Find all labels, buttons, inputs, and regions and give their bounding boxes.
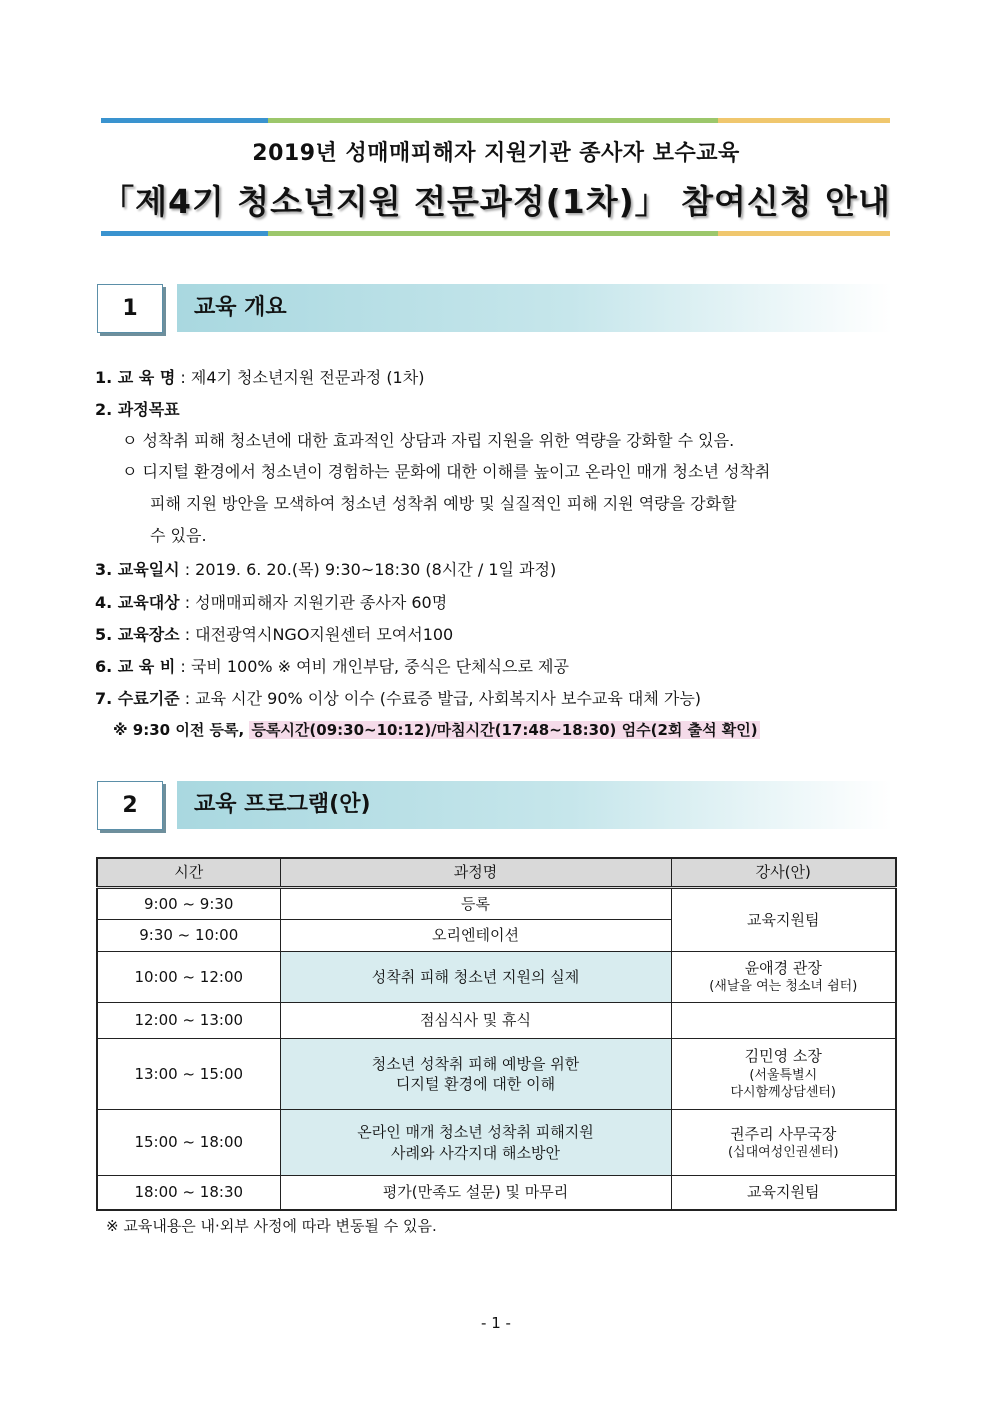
column-header: 시간 xyxy=(97,858,280,888)
column-header: 강사(안) xyxy=(671,858,896,888)
section-2-header xyxy=(97,781,892,829)
table-header-row xyxy=(97,858,896,888)
time-cell: 18:00 ~ 18:30 xyxy=(97,1176,280,1210)
course-cell: 청소년 성착취 피해 예방을 위한 디지털 환경에 대한 이해 xyxy=(280,1039,671,1110)
instructor-cell: 윤애경 관장 (새날을 여는 청소녀 쉼터) xyxy=(671,952,896,1003)
program-footnote: ※ 교육내용은 내·외부 사정에 따라 변동될 수 있음. xyxy=(106,1217,437,1235)
section-1-header xyxy=(97,284,892,332)
section-title: 교육 프로그램(안) xyxy=(177,781,892,829)
top-color-bar xyxy=(101,118,890,123)
table-row xyxy=(97,1176,896,1210)
instructor-cell: 교육지원팀 xyxy=(671,1176,896,1210)
instructor-cell: 권주리 사무국장 (십대여성인권센터) xyxy=(671,1110,896,1176)
course-cell: 평가(만족도 설문) 및 마무리 xyxy=(280,1176,671,1210)
bottom-color-bar xyxy=(101,231,890,236)
table-row xyxy=(97,1039,896,1110)
time-cell: 12:00 ~ 13:00 xyxy=(97,1003,280,1039)
page-number: - 1 - xyxy=(481,1314,511,1332)
course-cell: 점심식사 및 휴식 xyxy=(280,1003,671,1039)
overview-item-place: 5. 교육장소 : 대전광역시NGO지원센터 모여서100 xyxy=(95,625,454,644)
attendance-note: ※ 9:30 이전 등록, 등록시간(09:30~10:12)/마침시간(17:48~18:30) 엄수(2회 출석 확인) xyxy=(113,721,758,739)
attendance-highlight: 등록시간(09:30~10:12)/마침시간(17:48~18:30) 엄수(2회 출석 확인) xyxy=(251,721,758,739)
course-cell: 오리엔테이션 xyxy=(280,920,671,952)
instructor-cell: 김민영 소장 (서울특별시 다시함께상담센터) xyxy=(671,1039,896,1110)
time-cell: 10:00 ~ 12:00 xyxy=(97,952,280,1003)
time-cell: 13:00 ~ 15:00 xyxy=(97,1039,280,1110)
table-row xyxy=(97,1003,896,1039)
table-row xyxy=(97,1110,896,1176)
time-cell: 9:00 ~ 9:30 xyxy=(97,888,280,920)
goal-2-line3: 수 있음. xyxy=(150,526,207,545)
overview-item-date: 3. 교육일시 : 2019. 6. 20.(목) 9:30~18:30 (8시간 / 1일 과정) xyxy=(95,560,557,579)
overview-item-name: 1. 교 육 명 : 제4기 청소년지원 전문과정 (1차) xyxy=(95,368,425,387)
time-cell: 9:30 ~ 10:00 xyxy=(97,920,280,952)
overview-item-goals: 2. 과정목표 xyxy=(95,400,180,419)
course-cell: 온라인 매개 청소년 성착취 피해지원 사례와 사각지대 해소방안 xyxy=(280,1110,671,1176)
table-row xyxy=(97,888,896,920)
course-cell: 등록 xyxy=(280,888,671,920)
course-cell: 성착취 피해 청소년 지원의 실제 xyxy=(280,952,671,1003)
document-title: 「제4기 청소년지원 전문과정(1차)」 참여신청 안내 xyxy=(101,182,891,221)
time-cell: 15:00 ~ 18:00 xyxy=(97,1110,280,1176)
section-number: 1 xyxy=(97,284,163,333)
overview-item-completion: 7. 수료기준 : 교육 시간 90% 이상 이수 (수료증 발급, 사회복지사 보수교육 대체 가능) xyxy=(95,689,702,708)
table-row xyxy=(97,952,896,1003)
goal-1: ㅇ 성착취 피해 청소년에 대한 효과적인 상담과 자립 지원을 위한 역량을 강화할 수 있음. xyxy=(122,431,735,450)
overview-item-target: 4. 교육대상 : 성매매피해자 지원기관 종사자 60명 xyxy=(95,593,448,612)
instructor-cell: 교육지원팀 xyxy=(671,888,896,952)
goal-2-line1: ㅇ 디지털 환경에서 청소년이 경험하는 문화에 대한 이해를 높이고 온라인 매개 청소년 성착취 xyxy=(122,462,771,481)
section-number: 2 xyxy=(97,781,163,830)
overview-item-cost: 6. 교 육 비 : 국비 100% ※ 여비 개인부담, 중식은 단체식으로 제공 xyxy=(95,657,569,676)
program-table xyxy=(96,857,897,1211)
goal-2-line2: 피해 지원 방안을 모색하여 청소년 성착취 예방 및 실질적인 피해 지원 역량을 강화할 xyxy=(150,494,737,513)
section-title: 교육 개요 xyxy=(177,284,892,332)
instructor-cell xyxy=(671,1003,896,1039)
column-header: 과정명 xyxy=(280,858,671,888)
document-subtitle: 2019년 성매매피해자 지원기관 종사자 보수교육 xyxy=(252,141,740,166)
